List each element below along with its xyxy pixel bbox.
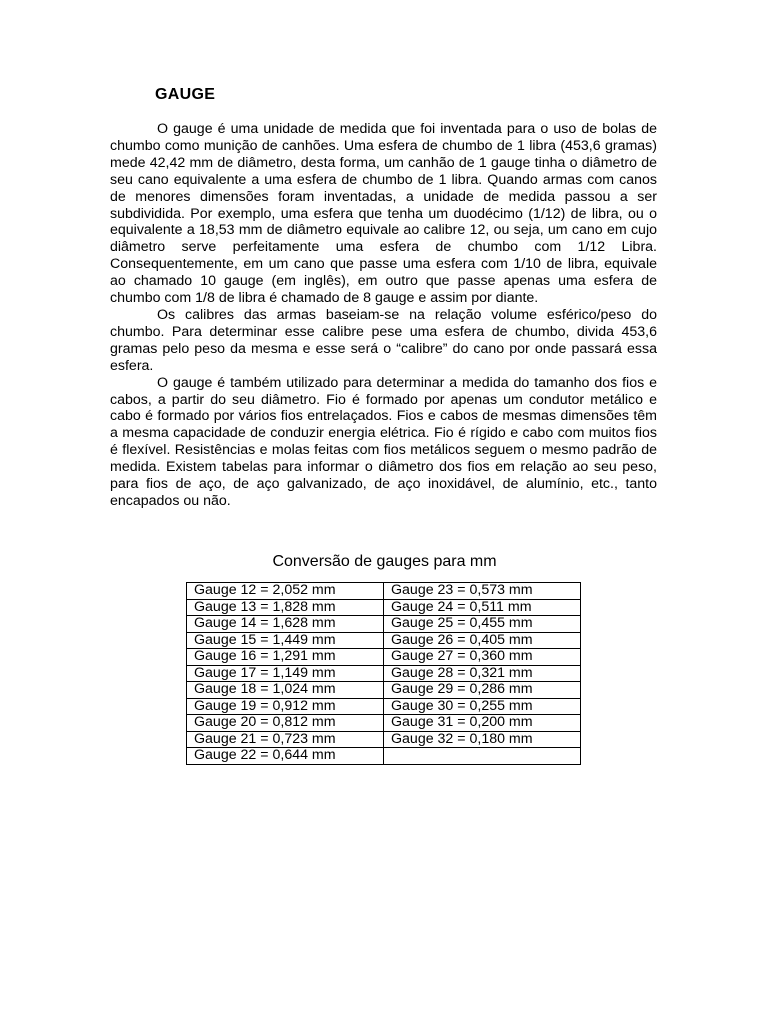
document-body (110, 121, 657, 510)
table-cell: Gauge 18 = 1,024 mm (187, 682, 384, 699)
table-cell: Gauge 21 = 0,723 mm (187, 731, 384, 748)
table-row (187, 649, 581, 666)
table-cell: Gauge 27 = 0,360 mm (384, 649, 581, 666)
conversion-table (186, 582, 581, 765)
table-row (187, 715, 581, 732)
table-cell: Gauge 29 = 0,286 mm (384, 682, 581, 699)
table-row (187, 665, 581, 682)
table-row (187, 632, 581, 649)
table-title (0, 553, 768, 571)
table-cell: Gauge 24 = 0,511 mm (384, 599, 581, 616)
table-row (187, 748, 581, 765)
table-row (187, 583, 581, 600)
table-cell: Gauge 30 = 0,255 mm (384, 698, 581, 715)
table-cell: Gauge 12 = 2,052 mm (187, 583, 384, 600)
table-cell: Gauge 26 = 0,405 mm (384, 632, 581, 649)
table-row (187, 616, 581, 633)
table-cell: Gauge 13 = 1,828 mm (187, 599, 384, 616)
document-title: GAUGE (155, 86, 216, 103)
paragraph: O gauge é uma unidade de medida que foi inventada para o uso de bolas de chumbo como munição de canhões. Uma esfera de chumbo de 1 libra (453,6 gramas) mede 42,42 mm de diâmetro, desta forma, um canhão de 1 gauge tinha o diâmetro de seu cano equivalente a uma esfera de chumbo de 1 libra. Quando armas com canos de menores dimensões foram inventadas, a unidade de medida passou a ser subdividida. Por exemplo, uma esfera que tenha um duodécimo (1/12) de libra, ou o equivalente a 18,53 mm de diâmetro equivale ao calibre 12, ou seja, um cano em cujo diâmetro serve perfeitamente uma esfera de chumbo com 1/12 Libra. Consequentemente, em um cano que passe uma esfera com 1/10 de libra, equivale ao chamado 10 gauge (em inglês), em outro que passe apenas uma esfera de chumbo com 1/8 de libra é chamado de 8 gauge e assim por diante. (110, 121, 657, 307)
table-cell: Gauge 23 = 0,573 mm (384, 583, 581, 600)
table-cell: Gauge 20 = 0,812 mm (187, 715, 384, 732)
table-cell: Gauge 14 = 1,628 mm (187, 616, 384, 633)
table-cell: Gauge 17 = 1,149 mm (187, 665, 384, 682)
table-cell: Gauge 28 = 0,321 mm (384, 665, 581, 682)
table-cell: Gauge 15 = 1,449 mm (187, 632, 384, 649)
table-title-text: Conversão de gauges para mm (272, 553, 497, 570)
table-cell: Gauge 32 = 0,180 mm (384, 731, 581, 748)
paragraph: Os calibres das armas baseiam-se na relação volume esférico/peso do chumbo. Para determinar esse calibre pese uma esfera de chumbo, divida 453,6 gramas pelo peso da mesma e esse será o “calibre” do cano por onde passará essa esfera. (110, 306, 657, 374)
table-row (187, 599, 581, 616)
table-row (187, 698, 581, 715)
paragraph: O gauge é também utilizado para determinar a medida do tamanho dos fios e cabos, a partir do seu diâmetro. Fio é formado por apenas um condutor metálico e cabo é formado por vários fios entrelaçados. Fios e cabos de mesmas dimensões têm a mesma capacidade de conduzir energia elétrica. Fio é rígido e cabo com muitos fios é flexível. Resistências e molas feitas com fios metálicos seguem o mesmo padrão de medida. Existem tabelas para informar o diâmetro dos fios em relação ao seu peso, para fios de aço, de aço galvanizado, de aço inoxidável, de alumínio, etc., tanto encapados ou não. (110, 374, 657, 509)
table-cell: Gauge 19 = 0,912 mm (187, 698, 384, 715)
table-cell: Gauge 16 = 1,291 mm (187, 649, 384, 666)
table-cell: Gauge 22 = 0,644 mm (187, 748, 384, 765)
table-row (187, 682, 581, 699)
table-row (187, 731, 581, 748)
table-cell: Gauge 31 = 0,200 mm (384, 715, 581, 732)
table-cell (384, 748, 581, 765)
table-cell: Gauge 25 = 0,455 mm (384, 616, 581, 633)
